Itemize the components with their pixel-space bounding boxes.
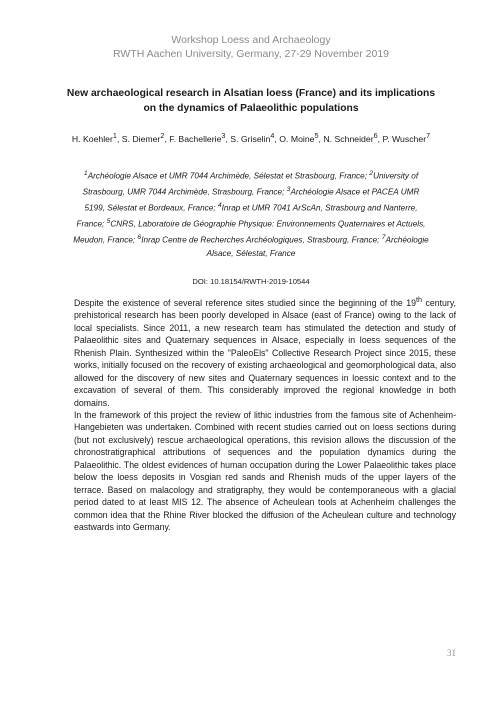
author-name: N. Schneider bbox=[323, 133, 374, 144]
author-list: H. Koehler$^1$, S. Diemer$^2$, F. Bachellerie$^3$, S. Griselin$^4$, O. Moine$^5$, N. Schneider$^6$, P. Wuscher$^7$ bbox=[71, 131, 431, 144]
author-name: H. Koehler bbox=[71, 133, 113, 144]
page-number: 31 bbox=[447, 648, 456, 658]
affiliation: Archéologie Alsace, Sélestat, France bbox=[206, 235, 429, 259]
body-paragraph: Despite the existence of several reference sites studied since the beginning of the 19th century, prehistorical research has been poorly developed in Alsace (east of France) owing to the lack of local specialists. Since 2011, a new research team has stimulated the detection and study of Palaeolithic sites and Quaternary sequences in Alsace, especially in loess sequences of the Rhenish Plain. Synthesized within the "PaleoEls" Collective Research Project since 2015, these works, initially focused on the recovery of existing archaeological and geomorphological data, also allowed for the discovery of new sites and Quaternary sequences in loessic context and to the excavation of several of them. This considerably improved the regional knowledge in both domains. bbox=[74, 295, 456, 408]
affiliation: University of Strasbourg, UMR 7044 Archimède, Strasbourg, France; bbox=[82, 171, 419, 197]
author-name: F. Bachellerie bbox=[169, 133, 222, 144]
affiliation: CNRS, Laboratoire de Géographie Physique: Environnements Quaternaires et Actuels, Meudon, France; bbox=[73, 219, 426, 245]
doi-line: DOI: 10.18154/RWTH-2019-10544 bbox=[192, 277, 310, 286]
affiliation: Inrap et UMR 7041 ArScAn, Strasbourg and Nanterre, France; bbox=[76, 203, 418, 229]
header-venue: RWTH Aachen University, Germany, 27-29 November 2019 bbox=[112, 48, 390, 60]
author-name: O. Moine bbox=[279, 133, 315, 144]
body-paragraph: In the framework of this project the review of lithic industries from the famous site of Achenheim-Hangebieten was undertaken. Combined with recent studies carried out on loess sections during (but not exclusively) rescue archaeological operations, this revision allows the discussion of the chronostratigraphical attributions of sequences and the population dynamics during the Palaeolithic. The oldest evidences of human occupation during the Lower Palaeolithic takes place below the loess deposits in Vosgian red sands and Rhenish muds of the upper layers of the terrace. Based on malacology and stratigraphy, they would be contemporaneous with a glacial period dated to at least MIS 12. The absence of Acheulean tools at Achenheim challenges the common idea that the Rhine River blocked the diffusion of the Acheulean culture and technology eastwards into Germany. bbox=[74, 409, 456, 533]
running-header bbox=[0, 33, 502, 61]
affiliation: Archéologie Alsace et PACEA UMR 5199, Sélestat et Bordeaux, France; bbox=[84, 187, 420, 213]
header-workshop-name: Workshop Loess and Archaeology bbox=[171, 34, 331, 46]
affiliation: Inrap Centre de Recherches Archéologiques, Strasbourg, France; bbox=[141, 235, 382, 245]
affiliation: Archéologie Alsace et UMR 7044 Archimède, Sélestat et Strasbourg, France; bbox=[87, 171, 370, 181]
author-name: P. Wuscher bbox=[382, 133, 427, 144]
affiliations: $^1$Archéologie Alsace et UMR 7044 Archimède, Sélestat et Strasbourg, France; $^2$University of Strasbourg, UMR 7044 Archimède, Strasbourg, France; $^3$Archéologie Alsace et PACEA UMR 5199, Sélestat et Bordeaux, France; $^4$Inrap et UMR 7041 ArScAn, Strasbourg and Nanterre, France; $^5$CNRS, Laboratoire de Géographie Physique: Environnements Quaternaires et Actuels, Meudon, France; $^6$Inrap Centre de Recherches Archéologiques, Strasbourg, France; $^7$Archéologie Alsace, Sélestat, France bbox=[73, 170, 429, 259]
author-name: S. Griselin bbox=[230, 133, 271, 144]
abstract-body bbox=[74, 294, 456, 534]
paper-title: New archaeological research in Alsatian loess (France) and its implications on the dynamics of Palaeolithic populations bbox=[66, 88, 436, 114]
author-name: S. Diemer bbox=[121, 133, 161, 144]
